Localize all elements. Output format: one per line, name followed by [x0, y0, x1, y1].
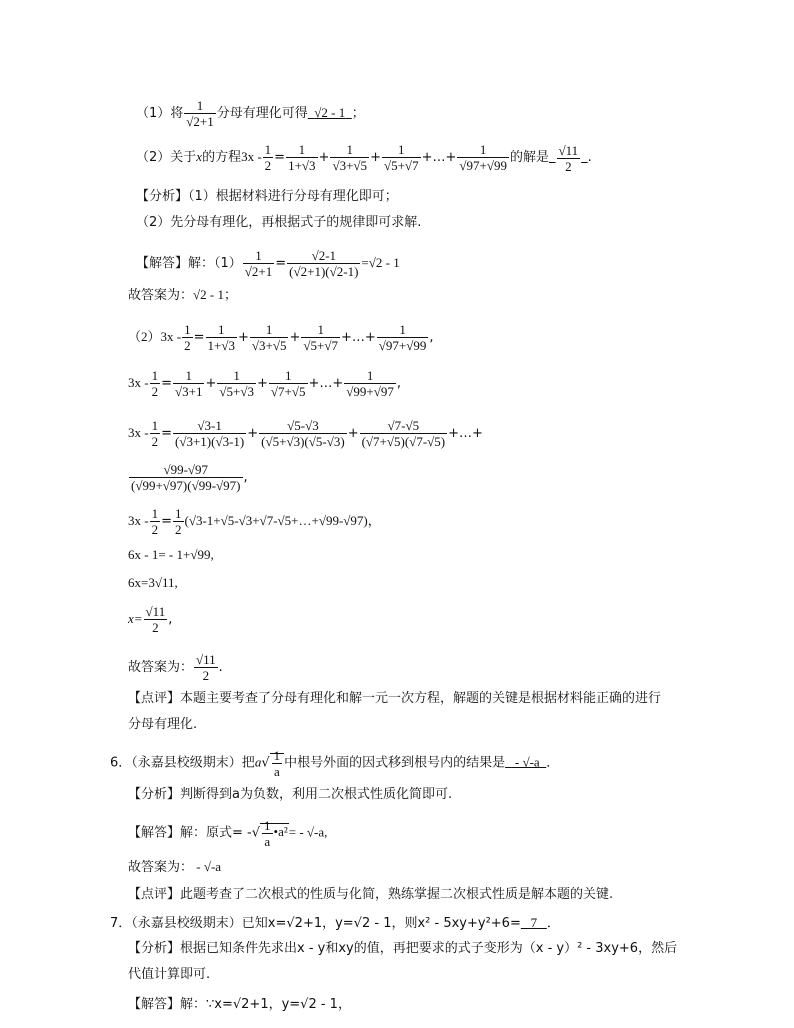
- q7-analysis-line-1: [128, 940, 677, 958]
- solution-lead: 解：（1）: [188, 256, 242, 271]
- term-fraction: $\frac{1}{√3+√5}$: [332, 142, 368, 173]
- comment-tag: 【点评】: [128, 691, 181, 706]
- analysis-tag: 【分析】: [136, 189, 189, 204]
- analysis-text: （1）根据材料进行分母有理化即可；: [188, 189, 398, 204]
- solution-lead: 解：原式= -: [180, 825, 252, 841]
- sum-expression: (√3-1+√5-√3+√7-√5+…+√99-√97)，: [184, 513, 381, 528]
- q6-answer-line: [128, 858, 221, 877]
- q5-part2-prefix: （2）关于: [136, 150, 197, 165]
- term-fraction: $\frac{√3-1}{(√3+1)(√3-1)}$: [175, 418, 245, 449]
- half-fraction: $\frac{1}{2}$: [151, 368, 159, 399]
- solution-result: = - √-a,: [288, 824, 328, 840]
- sqrt-expression: √ $\frac{1}{a}$: [261, 748, 284, 779]
- analysis-tag: 【分析】: [128, 941, 181, 956]
- solution-part2-line2: 3x - $\frac{1}{2}$ = $\frac{1}{√3+1}$ + $\frac{1}{√5+√3}$ + $\frac{1}{√7+√5}$ +…+ $\frac{1}{√99+√97}$ ,: [128, 368, 402, 399]
- answer-fraction: $\frac{√11}{2}$: [196, 652, 216, 683]
- q5-part1-fraction: [184, 98, 215, 129]
- q6-analysis: [128, 786, 452, 804]
- comment-tag: 【点评】: [128, 887, 181, 902]
- answer-label: 故答案为：: [128, 288, 194, 303]
- term-fraction: $\frac{1}{√7+√5}$: [270, 368, 306, 399]
- x-value-fraction: $\frac{√11}{2}$: [145, 604, 166, 635]
- solution-step-7: 6x=3√11,: [128, 575, 178, 590]
- answer-value: √2 - 1；: [193, 287, 237, 302]
- term-fraction: $\frac{1}{1+√3}$: [207, 322, 235, 353]
- comment-text: 此题考查了二次根式的性质与化简，熟练掌握二次根式性质是解本题的关键.: [180, 887, 614, 902]
- q7-solution: [128, 996, 351, 1014]
- q6-question: [110, 748, 559, 779]
- q5-part2-text: 的方程: [202, 150, 242, 165]
- solution-tag: 【解答】: [128, 825, 181, 841]
- term-fraction: $\frac{1}{√3+√5}$: [251, 322, 287, 353]
- q5-part1-prefix: （1）将: [136, 106, 184, 121]
- term-fraction: $\frac{√7-√5}{(√7+√5)(√7-√5)}$: [361, 418, 446, 449]
- q7-answer: 7: [530, 915, 538, 930]
- question-source: （永嘉县校级期末）: [131, 916, 242, 931]
- equals-sign: =: [274, 150, 286, 165]
- analysis-line-1: [136, 188, 398, 206]
- half-fraction: $\frac{1}{2}$: [184, 322, 191, 353]
- comment-text: 分母有理化.: [128, 717, 198, 732]
- answer-part2: 故答案为： $\frac{√11}{2}$ .: [128, 652, 223, 683]
- term-fraction: $\frac{1}{√3+1}$: [175, 368, 203, 399]
- q5-part1-answer: √2 - 1: [314, 105, 346, 120]
- ellipsis: +…+: [421, 150, 457, 165]
- question-text: 中根号外面的因式移到根号内的结果是: [284, 755, 506, 771]
- q6-solution: [128, 818, 327, 849]
- solution-fraction-rationalized: $\frac{√2-1}{(√2+1)(√2-1)}$: [289, 248, 359, 279]
- variable-x: x: [196, 149, 203, 164]
- solution-part2-line5: 3x - $\frac{1}{2}$ = $\frac{1}{2}$ (√3-1+√5-√3+√7-√5+…+√99-√97)，: [128, 506, 381, 537]
- solution-text: 解：∵x=√2+1，y=√2 - 1，: [180, 997, 351, 1012]
- fraction-numerator: 1: [184, 98, 215, 114]
- half-fraction: $\frac{1}{2}$: [151, 506, 159, 537]
- term-fraction: $\frac{1}{√97+√99}$: [378, 322, 427, 353]
- q6-answer: - √-a: [511, 754, 540, 770]
- solution-step-6: 6x - 1= - 1+√99,: [128, 547, 214, 562]
- variable-a: a: [254, 754, 262, 770]
- analysis-text: 判断得到a为负数，利用二次根式性质化简即可.: [180, 787, 453, 802]
- solution-part1: 【解答】解：（1） $\frac{1}{√2+1}$ = $\frac{√2-1}{(√2+1)(√2-1)}$ =√2 - 1: [136, 248, 400, 279]
- q7-analysis-line-2: [128, 966, 210, 984]
- term-fraction: $\frac{1}{√97+√99}$: [459, 142, 507, 173]
- term-fraction: $\frac{√5-√3}{(√5+√3)(√5-√3)}$: [261, 418, 345, 449]
- question-end: ．: [546, 755, 560, 771]
- q5-part2-answer: $\frac{√11}{2}$: [558, 142, 579, 174]
- q6-comment: [128, 886, 613, 904]
- q5-part1-text: 分母有理化可得: [216, 106, 308, 121]
- term-fraction: $\frac{1}{√5+√3}$: [219, 368, 254, 399]
- answer-value: - √-a: [193, 859, 222, 874]
- q5-part2-tail: 的解是: [509, 150, 549, 165]
- question-text: 已知x=√2+1，y=√2 - 1，则x² - 5xy+y²+6=: [241, 916, 521, 931]
- half-fraction: $\frac{1}{2}$: [264, 142, 272, 173]
- q5-part2: （2）关于x的方程3x - $\frac{1}{2}$ = $\frac{1}{1+√3}$ + $\frac{1}{√3+√5}$ + $\frac{1}{√5+√7}$ +…+ $\frac{1}{√97+√99}$ 的解是 $\frac{√11}{2}$ .: [136, 142, 592, 174]
- analysis-text: 代值计算即可.: [128, 967, 211, 982]
- term-fraction: $\frac{1}{√99+√97}$: [346, 368, 394, 399]
- analysis-tag: 【分析】: [128, 787, 181, 802]
- comment-text: 本题主要考查了分母有理化和解一元一次方程，解题的关键是根据材料能正确的进行: [180, 691, 662, 706]
- solution-result: =√2 - 1: [361, 255, 400, 270]
- fraction-denominator: √2+1: [186, 114, 214, 129]
- solution-tag: 【解答】: [128, 997, 181, 1012]
- q5-part1: [136, 98, 365, 129]
- comment-line-1: [128, 690, 661, 708]
- half-fraction: $\frac{1}{2}$: [175, 506, 182, 537]
- analysis-line-2: [136, 214, 421, 232]
- q5-part1-end: ；: [351, 106, 365, 121]
- solution-part2-line3: 3x - $\frac{1}{2}$ = $\frac{√3-1}{(√3+1)(√3-1)}$ + $\frac{√5-√3}{(√5+√3)(√5-√3)}$ + $\frac{√7-√5}{(√7+√5)(√7-√5)}$ +…+: [128, 418, 483, 449]
- term-fraction: $\frac{1}{√5+√7}$: [303, 322, 338, 353]
- term-fraction: $\frac{1}{1+√3}$: [288, 142, 316, 173]
- sqrt-expression: √ $\frac{1}{a}$ •a²: [251, 818, 288, 849]
- half-fraction: $\frac{1}{2}$: [151, 418, 159, 449]
- question-number: 6．: [110, 755, 132, 771]
- question-text: 把: [241, 755, 255, 771]
- question-number: 7．: [110, 916, 132, 931]
- x-equals: x=: [128, 611, 143, 626]
- question-source: （永嘉县校级期末）: [131, 755, 242, 771]
- solution-fraction: $\frac{1}{√2+1}$: [244, 248, 273, 279]
- solution-tag: 【解答】: [136, 256, 189, 271]
- term-fraction: $\frac{1}{√5+√7}$: [383, 142, 419, 173]
- term-fraction: $\frac{√99-√97}{(√99+√97)(√99-√97)}$: [131, 462, 241, 493]
- comment-line-2: [128, 716, 197, 734]
- analysis-text: 根据已知条件先求出x - y和xy的值，再把要求的式子变形为（x - y）² - 3xy+6，然后: [180, 941, 678, 956]
- answer-label: 故答案为：: [128, 660, 194, 675]
- solution-part2-line1: （2）3x - $\frac{1}{2}$ = $\frac{1}{1+√3}$ + $\frac{1}{√3+√5}$ + $\frac{1}{√5+√7}$ +…+ $\frac{1}{√97+√99}$ ,: [128, 322, 434, 353]
- solution-step-8: x= $\frac{√11}{2}$ ,: [128, 604, 173, 635]
- question-end: ．: [546, 916, 560, 931]
- equation-lhs: 3x -: [241, 149, 262, 164]
- q7-question: [110, 914, 560, 933]
- equation-lhs: （2）3x -: [128, 329, 182, 344]
- answer-part1: [128, 286, 237, 305]
- answer-label: 故答案为：: [128, 860, 194, 875]
- analysis-text: （2）先分母有理化，再根据式子的规律即可求解.: [136, 215, 422, 230]
- q5-part2-end: .: [587, 150, 592, 165]
- solution-part2-line4: $\frac{√99-√97}{(√99+√97)(√99-√97)}$ ,: [131, 462, 248, 493]
